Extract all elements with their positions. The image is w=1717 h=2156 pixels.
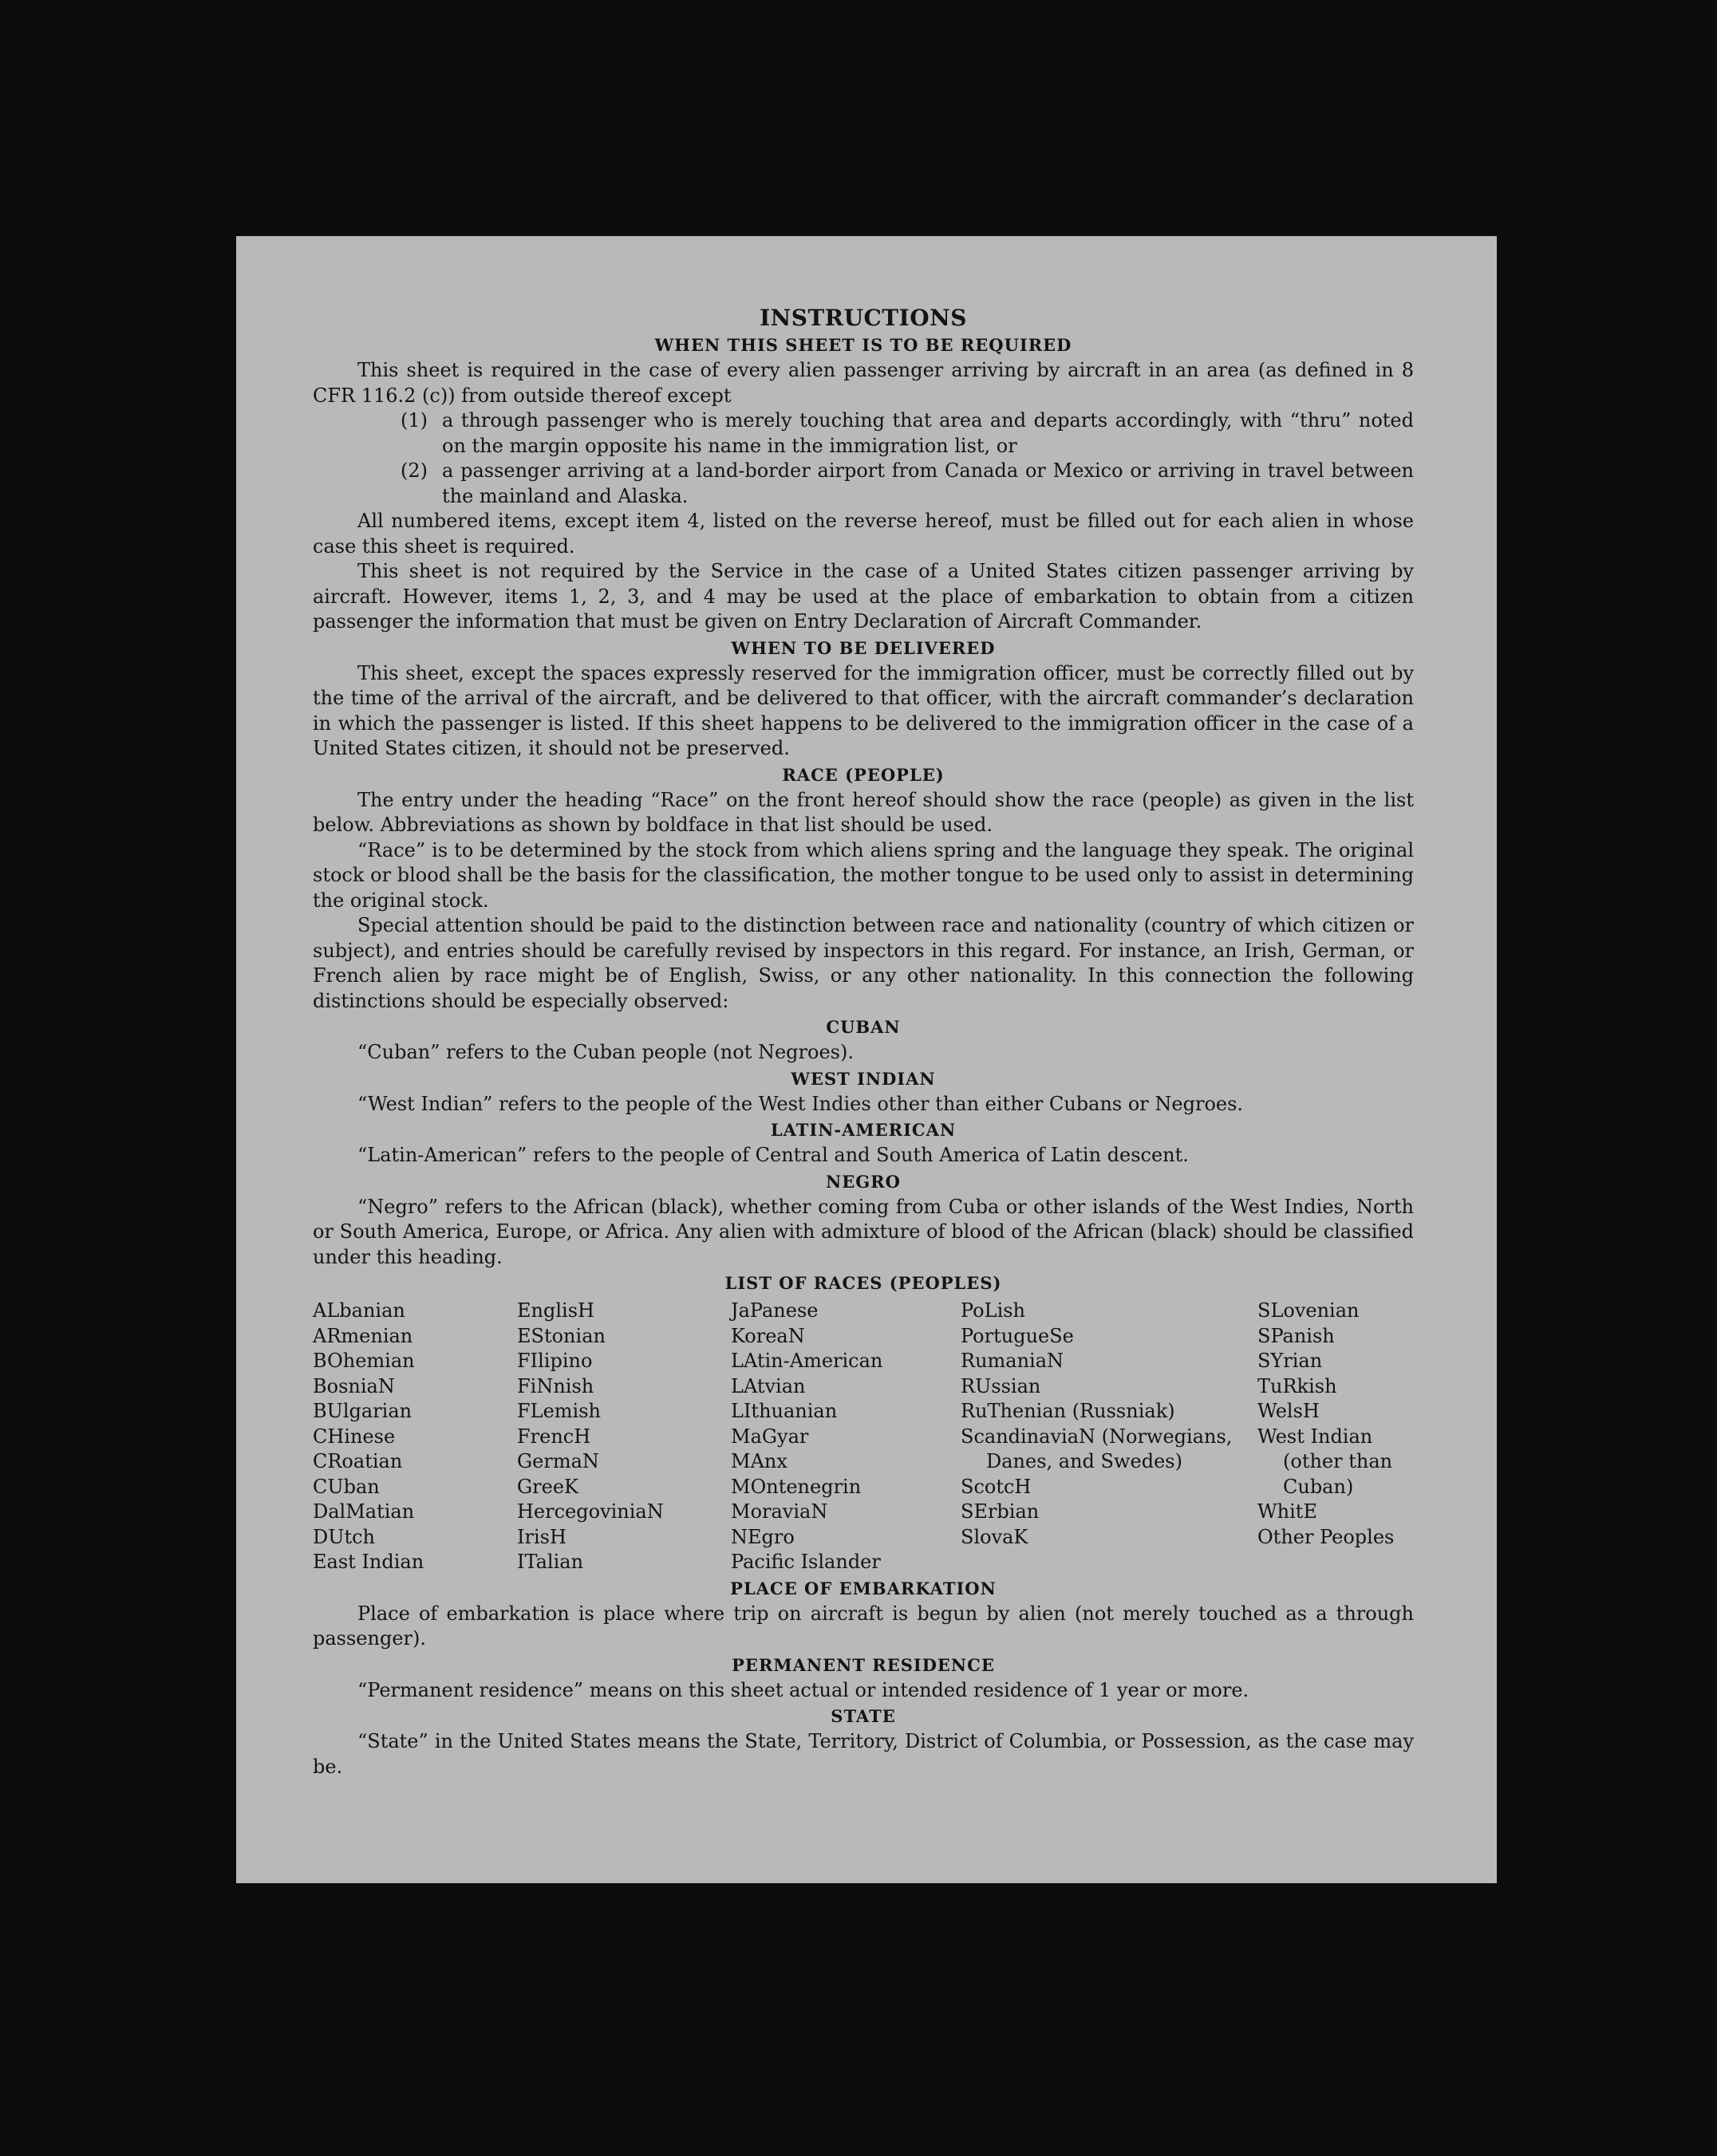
race-entry: PortugueSe [961,1324,1074,1347]
race-entry: RumaniaN [961,1350,1064,1372]
race-entry: ARmenian [313,1324,413,1347]
race-entry: EnglisH [517,1299,594,1322]
race-entry: LAtin-American [731,1350,883,1372]
race-para2: “Race” is to be determined by the stock from which aliens spring and the language they speak. The original stock or blood shall be the basis for the classification, the mother tongue to be used only to assist in determining the original stock. [313,838,1414,912]
race-entry: West Indian (other than Cuban) [1257,1425,1393,1498]
race-entry: CHinese [313,1425,396,1448]
heading-race: RACE (PEOPLE) [782,764,945,785]
heading-cuban: CUBAN [826,1017,901,1037]
race-para1: The entry under the heading “Race” on the front hereof should show the race (people) as given in the list below. Abbreviations as shown by boldface in that list should be used. [313,788,1414,836]
race-entry: MOntenegrin [731,1475,862,1498]
race-entry: JaPanese [731,1299,819,1322]
heading-when-delivered: WHEN TO BE DELIVERED [731,637,996,658]
race-entry: LIthuanian [731,1400,838,1422]
heading-negro: NEGRO [826,1171,901,1192]
race-entry: Other Peoples [1257,1525,1395,1548]
exception-number: (2) [401,459,428,482]
race-entry: RUssian [961,1374,1041,1397]
race-entry: WelsH [1257,1400,1320,1422]
race-entry: FIlipino [517,1350,593,1372]
races-column-1 [313,1299,517,1575]
exception-number: (1) [401,409,428,432]
race-entry: FLemish [517,1400,601,1422]
race-entry: MAnx [731,1450,787,1472]
when-delivered-text: This sheet, except the spaces expressly reserved for the immigration officer, must be correctly filled out by the time of the arrival of the aircraft, and be delivered to that officer, with the aircraft commander’s declaration in which the passenger is listed. If this sheet happens to be delivered to the immigration officer in the case of a United States citizen, it should not be preserved. [313,661,1414,759]
race-entry: IrisH [517,1525,566,1548]
race-entry: CUban [313,1475,380,1498]
negro-text: “Negro” refers to the African (black), whether coming from Cuba or other islands of the West Indies, North or South America, Europe, or Africa. Any alien with admixture of blood of the African (black) should be classified under this heading. [313,1195,1414,1268]
heading-state: STATE [831,1706,896,1726]
state-text: “State” in the United States means the State, Territory, District of Columbia, or Possession, as the case may be. [313,1730,1414,1778]
west-indian-text: “West Indian” refers to the people of the West Indies other than either Cubans or Negroes. [357,1092,1244,1115]
race-entry: SlovaK [961,1525,1028,1548]
race-entry: EStonian [517,1324,606,1347]
races-column-4 [961,1299,1257,1575]
races-column-2 [517,1299,731,1575]
race-entry: DalMatian [313,1500,415,1523]
heading-west-indian: WEST INDIAN [791,1068,936,1089]
races-column-5 [1257,1299,1414,1575]
race-entry: ITalian [517,1551,584,1573]
cuban-text: “Cuban” refers to the Cuban people (not Negroes). [357,1041,854,1063]
race-entry: FiNnish [517,1374,594,1397]
race-para3: Special attention should be paid to the distinction between race and nationality (country of which citizen or subject), and entries should be carefully revised by inspectors in this regard. For instance, an Irish, German, or French alien by race might be of English, Swiss, or any other nationality. In this connection the following distinctions should be especially observed: [313,914,1414,1012]
heading-embarkation: PLACE OF EMBARKATION [730,1578,997,1598]
race-entry: HercegoviniaN [517,1500,664,1523]
race-entry: BosniaN [313,1374,395,1397]
when-required-para3: This sheet is not required by the Service in the case of a United States citizen passenger arriving by aircraft. However, items 1, 2, 3, and 4 may be used at the place of embarkation to obtain from a citizen passenger the information that must be given on Entry Declaration of Aircraft Commander. [313,560,1414,633]
race-entry: PoLish [961,1299,1026,1322]
races-column-3 [731,1299,961,1575]
race-entry: FrencH [517,1425,591,1448]
when-required-para2: All numbered items, except item 4, listed on the reverse hereof, must be filled out for each alien in whose case this sheet is required. [313,510,1414,558]
race-entry: BOhemian [313,1350,415,1372]
document-title: INSTRUCTIONS [760,305,967,331]
exception-item-2 [313,459,1414,509]
when-required-intro: This sheet is required in the case of every alien passenger arriving by aircraft in an area (as defined in 8 CFR 116.2 (c)) from outside thereof except [313,359,1414,407]
instruction-sheet [236,236,1497,1883]
race-entry: ScandinaviaN (Norwegians, Danes, and Swedes) [961,1425,1233,1472]
residence-text: “Permanent residence” means on this sheet actual or intended residence of 1 year or more. [357,1678,1249,1701]
races-list [313,1299,1414,1575]
heading-latin-american: LATIN-AMERICAN [770,1120,957,1140]
exception-text: a through passenger who is merely touching that area and departs accordingly, with “thru” noted on the margin opposite his name in the immigration list, or [442,409,1414,457]
race-entry: ScotcH [961,1475,1032,1498]
race-entry: MoraviaN [731,1500,828,1523]
race-entry: DUtch [313,1525,376,1548]
race-entry: NEgro [731,1525,795,1548]
race-entry: MaGyar [731,1425,809,1448]
race-entry: CRoatian [313,1450,403,1472]
race-entry: WhitE [1257,1500,1317,1523]
exception-text: a passenger arriving at a land-border airport from Canada or Mexico or arriving in travel between the mainland and Alaska. [442,459,1414,507]
race-entry: SYrian [1257,1350,1323,1372]
embarkation-text: Place of embarkation is place where trip on aircraft is begun by alien (not merely touched as a through passenger). [313,1602,1414,1650]
exception-item-1 [313,408,1414,459]
latin-american-text: “Latin-American” refers to the people of Central and South America of Latin descent. [357,1144,1189,1166]
race-entry: SLovenian [1257,1299,1360,1322]
heading-when-required: WHEN THIS SHEET IS TO BE REQUIRED [654,335,1072,355]
race-entry: East Indian [313,1551,424,1573]
race-entry: ALbanian [313,1299,405,1322]
race-entry: GreeK [517,1475,578,1498]
race-entry: TuRkish [1257,1374,1337,1397]
race-entry: BUlgarian [313,1400,412,1422]
race-entry: Pacific Islander [731,1551,881,1573]
race-entry: SErbian [961,1500,1040,1523]
heading-list-of-races: LIST OF RACES (PEOPLES) [724,1273,1002,1293]
race-entry: GermaN [517,1450,599,1472]
race-entry: KoreaN [731,1324,805,1347]
race-entry: SPanish [1257,1324,1335,1347]
race-entry: LAtvian [731,1374,806,1397]
race-entry: RuThenian (Russniak) [961,1400,1175,1422]
heading-residence: PERMANENT RESIDENCE [732,1654,995,1675]
